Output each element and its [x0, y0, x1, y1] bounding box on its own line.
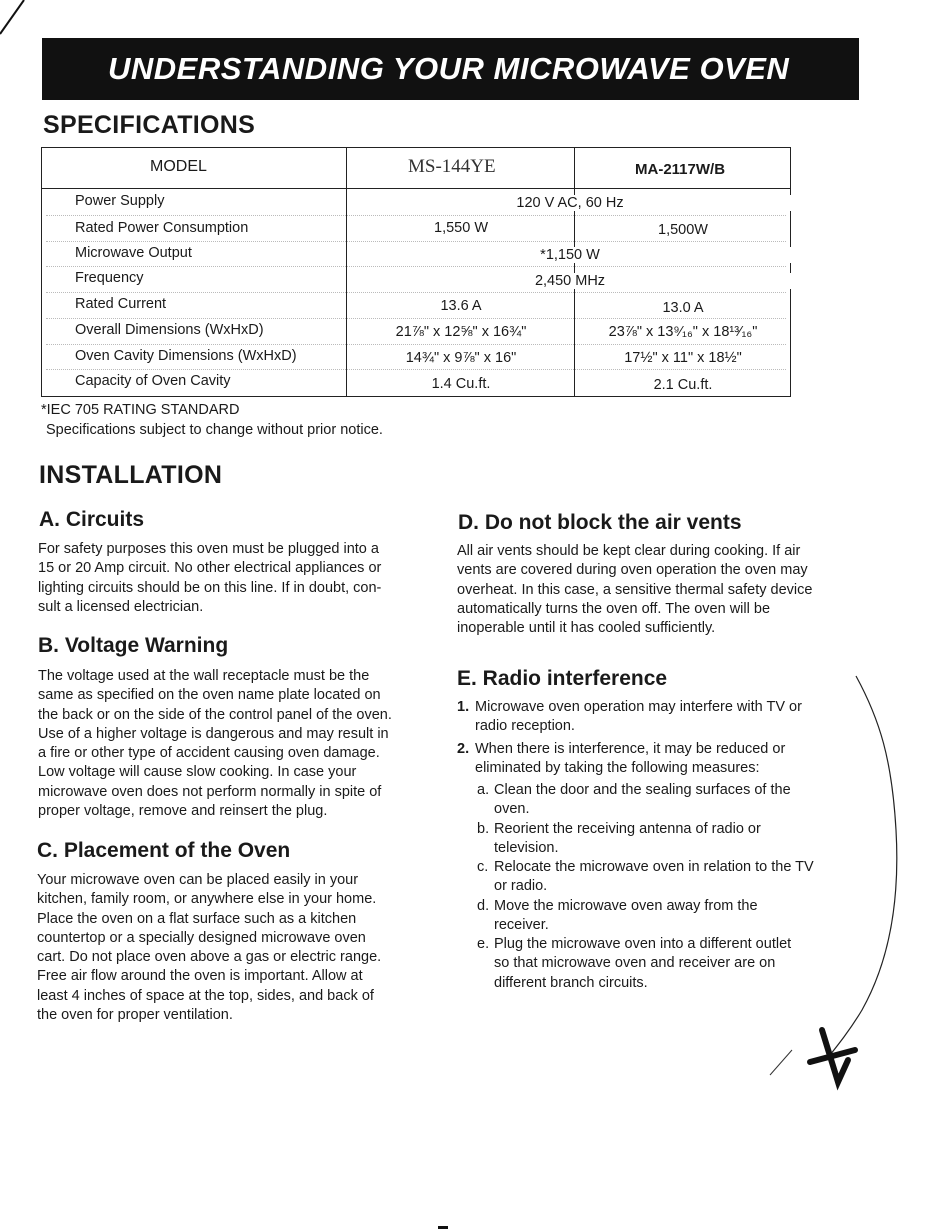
- spec-value-model-b: 13.0 A: [662, 300, 704, 316]
- radio-measure: d. Move the microwave oven away from the receiver.: [477, 898, 758, 934]
- placement-heading: C. Placement of the Oven: [37, 839, 291, 862]
- radio-measure: c. Relocate the microwave oven in relation to the TV or radio.: [477, 859, 814, 895]
- spec-value-model-b: 2.1 Cu.ft.: [653, 377, 713, 393]
- radio-heading: E. Radio interference: [457, 667, 668, 690]
- spec-value-model-b: 23⅞" x 13⁹⁄₁₆" x 18¹³⁄₁₆": [608, 324, 758, 340]
- radio-measure: e. Plug the microwave oven into a different outlet so that microwave oven and receiver are on different branch circuits.: [477, 936, 792, 991]
- spec-notice: Specifications subject to change without prior notice.: [46, 422, 383, 438]
- voltage-text: The voltage used at the wall receptacle must be the same as specified on the oven name plate located on the back or on the side of the control panel of the oven. Use of a higher voltage is dangerous and may result in a fire or other type of accident causing oven damage. Low voltage will cause slow cooking. In case your microwave oven does not perform normally in spite of proper voltage, remove and reinsert the plug.: [38, 668, 392, 820]
- col-header-model: MODEL: [150, 158, 207, 175]
- spec-row-label: Rated Power Consumption: [75, 220, 249, 236]
- radio-measure: a. Clean the door and the sealing surfaces of the oven.: [477, 782, 791, 818]
- spec-value-model-b: 17½" x 11" x 18½": [624, 350, 742, 366]
- vents-text: All air vents should be kept clear during cooking. If air vents are covered during oven operation the oven may overheat. In this case, a sensitive thermal safety device automatically turns the oven off. The oven will be inoperable until it has cooled sufficiently.: [457, 543, 813, 637]
- spec-row-label: Power Supply: [75, 193, 165, 209]
- installation-heading: INSTALLATION: [39, 461, 223, 489]
- radio-item: 1. Microwave oven operation may interfere with TV or radio reception.: [457, 699, 802, 735]
- voltage-heading: B. Voltage Warning: [38, 634, 229, 657]
- radio-item: 2. When there is interference, it may be reduced or eliminated by taking the following measures:: [457, 741, 786, 777]
- spec-value-model-a: 13.6 A: [440, 298, 482, 314]
- spec-footnote: *IEC 705 RATING STANDARD: [41, 402, 240, 418]
- banner-title: UNDERSTANDING YOUR MICROWAVE OVEN: [108, 51, 790, 86]
- spec-shared-value: *1,150 W: [347, 247, 793, 263]
- spec-row-label: Microwave Output: [75, 245, 192, 261]
- circuits-text: For safety purposes this oven must be plugged into a 15 or 20 Amp circuit. No other electrical appliances or lighting circuits should be on this line. If in doubt, con- sult a licensed electrician.: [38, 541, 382, 615]
- circuits-heading: A. Circuits: [39, 508, 145, 531]
- spec-value-model-a: 1.4 Cu.ft.: [431, 376, 491, 392]
- spec-row-label: Oven Cavity Dimensions (WxHxD): [75, 348, 297, 364]
- spec-shared-value: 2,450 MHz: [347, 273, 793, 289]
- spec-value-model-a: 14¾" x 9⅞" x 16": [405, 350, 517, 366]
- spec-value-model-b: 1,500W: [658, 222, 708, 238]
- spec-row-label: Capacity of Oven Cavity: [75, 373, 231, 389]
- vents-heading: D. Do not block the air vents: [458, 511, 742, 534]
- radio-measure: b. Reorient the receiving antenna of radio or television.: [477, 821, 761, 857]
- specifications-heading: SPECIFICATIONS: [43, 111, 256, 139]
- placement-text: Your microwave oven can be placed easily in your kitchen, family room, or anywhere else in your home. Place the oven on a flat surface such as a kitchen countertop or a specially designed microwave oven cart. Do not place oven above a gas or electric range. Free air flow around the oven is important. Allow at least 4 inches of space at the top, sides, and back of the oven for proper ventilation.: [37, 872, 382, 1024]
- spec-row-label: Rated Current: [75, 296, 167, 312]
- spec-value-model-a: 1,550 W: [434, 220, 488, 236]
- spec-value-model-a: 21⅞" x 12⅝" x 16¾": [395, 324, 527, 340]
- col-header-model-a: MS-144YE: [408, 156, 496, 177]
- spec-shared-value: 120 V AC, 60 Hz: [347, 195, 793, 211]
- spec-row-label: Frequency: [75, 270, 144, 286]
- spec-row-label: Overall Dimensions (WxHxD): [75, 322, 264, 338]
- col-header-model-b: MA-2117W/B: [635, 161, 726, 178]
